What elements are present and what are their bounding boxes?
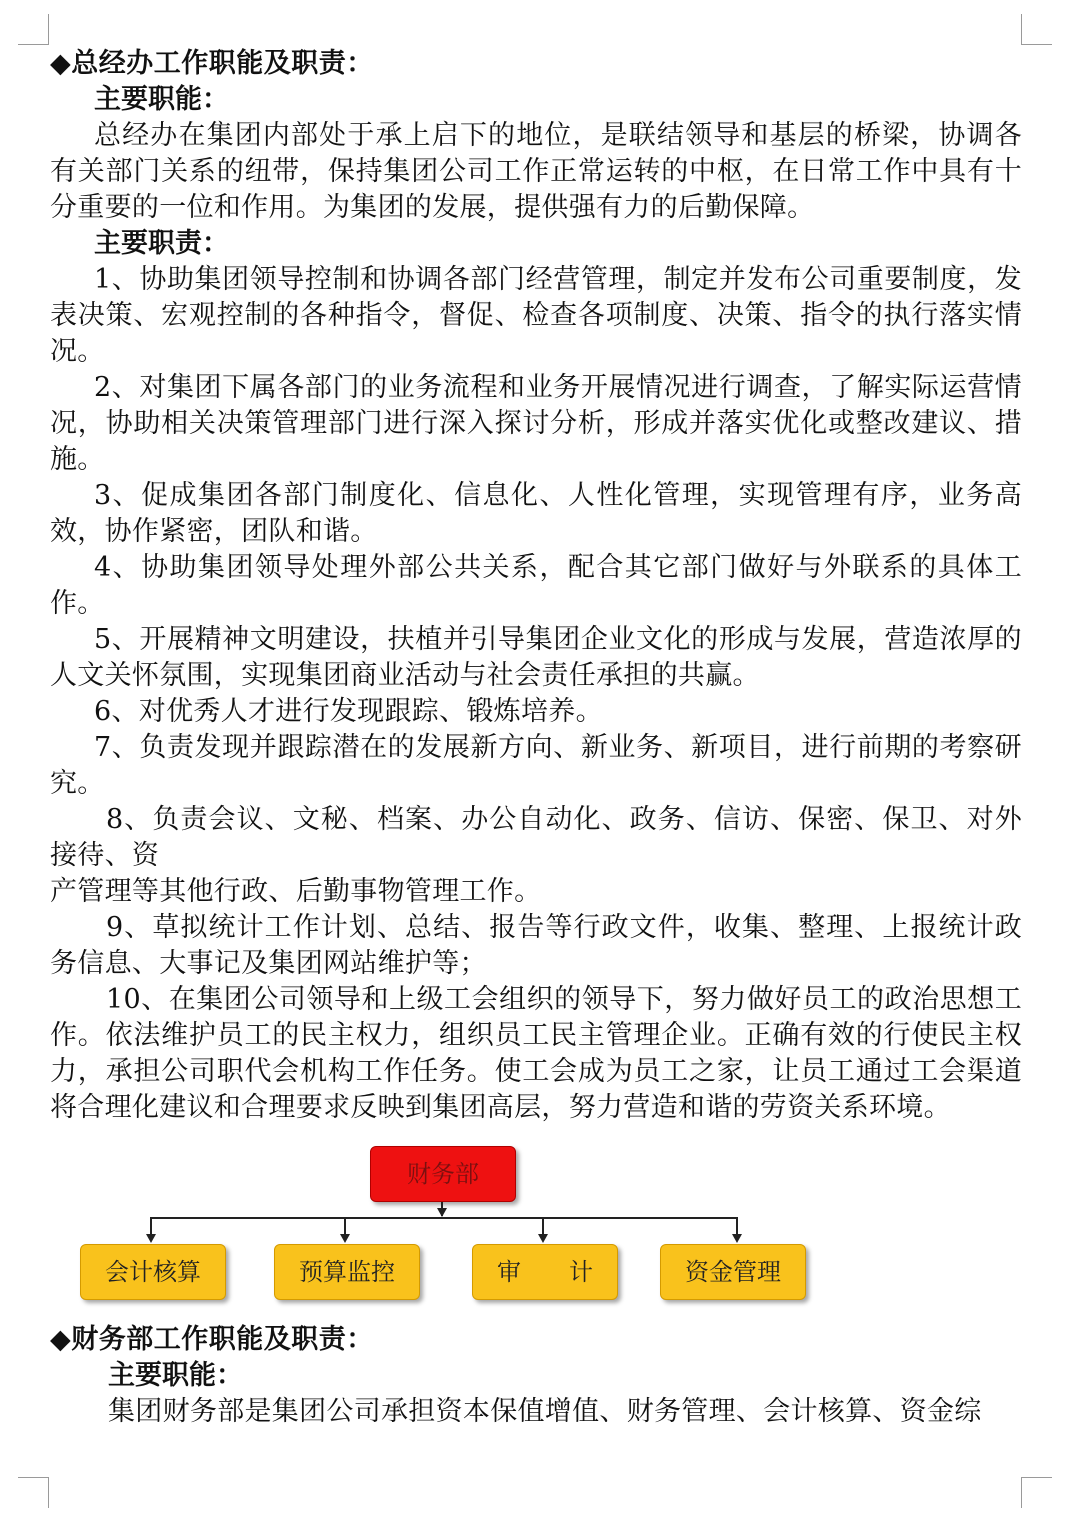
org-connector-2 [344,1217,346,1235]
duty-item-4: 4、协助集团领导处理外部公共关系，配合其它部门做好与外联系的具体工作。 [50,552,1022,619]
document-body [50,46,1022,1430]
crop-mark-bottom-right [1021,1477,1052,1508]
crop-mark-top-right [1021,14,1052,45]
functions-paragraph: 总经办在集团内部处于承上启下的地位，是联结领导和基层的桥梁，协调各有关部门关系的纽带，保持集团公司工作正常运转的中枢，在日常工作中具有十分重要的一位和作用。为集团的发展，提供强有力的后勤保障。 [50,120,1022,223]
org-arrow-4 [732,1234,742,1243]
duties-label: 主要职责： [94,228,229,259]
finance-functions-paragraph: 集团财务部是集团公司承担资本保值增值、财务管理、会计核算、资金综 [108,1396,982,1427]
finance-functions-label: 主要职能： [108,1360,243,1391]
crop-mark-top-left [18,14,49,45]
duty-item-8: 8、负责会议、文秘、档案、办公自动化、政务、信访、保密、保卫、对外接待、资 [50,804,1022,871]
finance-org-chart [50,1144,1022,1314]
duty-item-1: 1、协助集团领导控制和协调各部门经营管理，制定并发布公司重要制度，发表决策、宏观控制的各种指令，督促、检查各项制度、决策、指令的执行落实情况。 [50,264,1022,367]
org-connector-horizontal [150,1217,738,1219]
duty-item-10: 10、在集团公司领导和上级工会组织的领导下，努力做好员工的政治思想工作。依法维护员工的民主权力，组织员工民主管理企业。正确有效的行使民主权力，承担公司职代会机构工作任务。使工会成为员工之家，让员工通过工会渠道将合理化建议和合理要求反映到集团高层，努力营造和谐的劳资关系环境。 [50,984,1022,1123]
org-arrow-3 [538,1234,548,1243]
org-arrow-1 [146,1234,156,1243]
functions-label: 主要职能： [94,84,229,115]
duty-item-2: 2、对集团下属各部门的业务流程和业务开展情况进行调查，了解实际运营情况，协助相关决策管理部门进行深入探讨分析，形成并落实优化或整改建议、措施。 [50,372,1022,475]
duty-item-5: 5、开展精神文明建设，扶植并引导集团企业文化的形成与发展，营造浓厚的人文关怀氛围，实现集团商业活动与社会责任承担的共赢。 [50,624,1022,691]
org-connector-1 [150,1217,152,1235]
org-child-audit: 审 计 [472,1244,618,1300]
duty-item-3: 3、促成集团各部门制度化、信息化、人性化管理，实现管理有序，业务高效，协作紧密，团队和谐。 [50,480,1022,547]
org-arrow-root [437,1208,447,1217]
duty-item-8-continued: 产管理等其他行政、后勤事物管理工作。 [50,876,542,907]
duty-item-6: 6、对优秀人才进行发现跟踪、锻炼培养。 [94,696,603,727]
org-arrow-2 [340,1234,350,1243]
crop-mark-bottom-left [18,1477,49,1508]
org-connector-4 [736,1217,738,1235]
section-heading-finance: ◆财务部工作职能及职责： [50,1324,374,1355]
org-child-fund-management: 资金管理 [660,1244,806,1300]
duty-item-9: 9、草拟统计工作计划、总结、报告等行政文件，收集、整理、上报统计政务信息、大事记及集团网站维护等； [50,912,1022,979]
duty-item-7: 7、负责发现并跟踪潜在的发展新方向、新业务、新项目，进行前期的考察研究。 [50,732,1022,799]
org-connector-3 [542,1217,544,1235]
org-child-accounting: 会计核算 [80,1244,226,1300]
section-heading-general-office: ◆总经办工作职能及职责： [50,48,374,79]
org-root-finance-dept: 财务部 [370,1146,516,1202]
org-child-budget-control: 预算监控 [274,1244,420,1300]
